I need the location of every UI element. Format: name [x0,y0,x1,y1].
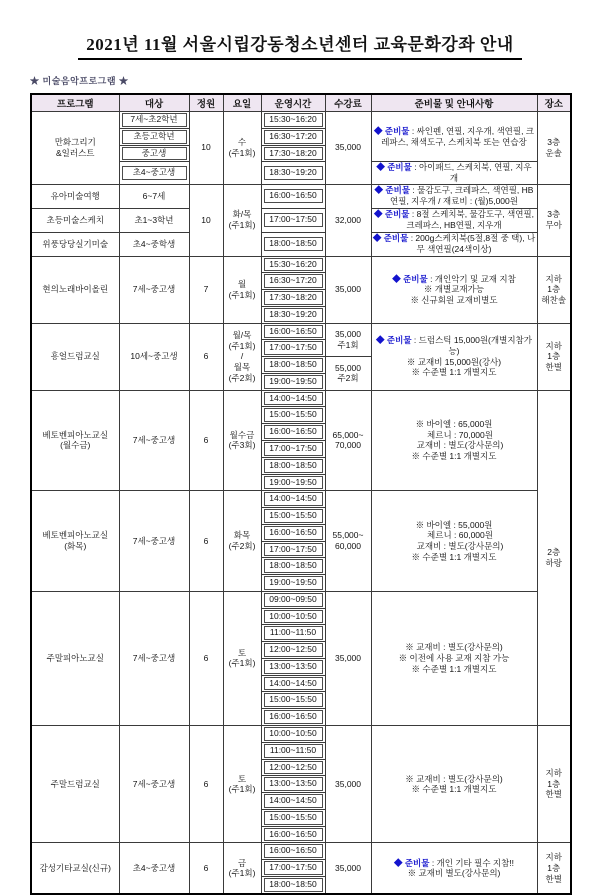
cell-target: 7세~초2학년 [119,112,189,129]
cell-time: 15:30~16:20 [261,112,325,129]
cell-target: 6~7세 [119,184,189,208]
cell-place: 지하 1층 한별 [537,843,571,894]
table-row [31,390,571,407]
header-notes: 준비물 및 안내사항 [371,94,537,112]
cell-program: 위풍당당실기미술 [31,232,119,256]
cell-time: 18:30~19:20 [261,306,325,323]
cell-time: 14:00~14:50 [261,491,325,508]
cell-program: 유아미술여행 [31,184,119,208]
cell-place: 지하 1층 한별 [537,323,571,390]
cell-target: 중고생 [119,145,189,162]
cell-notes: ※ 바이엘 : 55,000원 체르니 : 60,000원 교재비 : 별도(강사문의) ※ 수준별 1:1 개별지도 [371,491,537,592]
cell-fee: 32,000 [325,184,371,256]
cell-time: 15:00~15:50 [261,407,325,424]
cell-place: 지하 1층 한별 [537,725,571,842]
cell-time: 15:30~16:20 [261,256,325,273]
section-label: ★ 미술음악프로그램 ★ [30,76,129,86]
cell-program: 주말드럼교실 [31,725,119,842]
cell-time: 18:00~18:50 [261,232,325,256]
cell-day: 토 (주1회) [223,725,261,842]
header-day: 요일 [223,94,261,112]
table-row [31,491,571,508]
cell-time: 19:00~19:50 [261,474,325,491]
cell-place: 지하 1층 해찬솔 [537,256,571,323]
cell-time: 16:00~16:50 [261,184,325,208]
header-hours: 운영시간 [261,94,325,112]
cell-time: 10:00~10:50 [261,725,325,742]
cell-target: 초4~중학생 [119,232,189,256]
table-row [31,725,571,742]
cell-time: 18:00~18:50 [261,558,325,575]
cell-time: 17:00~17:50 [261,860,325,877]
cell-day: 화/목 (주1회) [223,184,261,256]
cell-capacity: 6 [189,491,223,592]
cell-day: 월수금 (주3회) [223,390,261,491]
cell-notes: ◆ 준비물 : 8절 스케치북, 물감도구, 색연필, 크레파스, HB연필, 지우개 [371,208,537,232]
cell-time: 16:00~16:50 [261,424,325,441]
cell-time: 16:00~16:50 [261,524,325,541]
cell-capacity: 6 [189,843,223,894]
prep-bullet-icon: ◆ [372,233,384,244]
cell-time: 16:00~16:50 [261,323,325,340]
cell-capacity: 6 [189,591,223,725]
cell-fee: 55,000 주2회 [325,357,371,391]
cell-time: 13:00~13:50 [261,776,325,793]
cell-target: 초4~중고생 [119,843,189,894]
cell-day: 화목 (주2회) [223,491,261,592]
cell-target: 초등고학년 [119,128,189,145]
prep-bullet-icon: ◆ [374,185,386,196]
cell-program: 베토벤피아노교실 (월수금) [31,390,119,491]
cell-time: 17:30~18:20 [261,290,325,307]
cell-notes: ◆ 준비물 : 개인 기타 필수 지참!! ※ 교재비 별도(강사문의) [371,843,537,894]
cell-notes: ◆ 준비물 : 싸인펜, 연필, 지우개, 색연필, 크레파스, 채색도구, 스케치북 또는 연습장 [371,112,537,162]
cell-time: 19:00~19:50 [261,575,325,592]
cell-time: 12:00~12:50 [261,759,325,776]
cell-capacity: 6 [189,725,223,842]
cell-program: 감성기타교실(신규) [31,843,119,894]
cell-time: 10:00~10:50 [261,608,325,625]
table-row [31,843,571,860]
cell-time: 16:00~16:50 [261,709,325,726]
cell-fee: 35,000 주1회 [325,323,371,357]
cell-place: 2층 하랑 [537,390,571,725]
cell-program: 현의노래바이올린 [31,256,119,323]
cell-target: 7세~중고생 [119,390,189,491]
cell-time: 15:00~15:50 [261,508,325,525]
table-row [31,208,571,232]
cell-day: 수 (주1회) [223,112,261,185]
cell-target: 7세~중고생 [119,725,189,842]
prep-bullet-icon: ◆ [376,162,388,173]
table-row [31,591,571,608]
prep-bullet-icon: ◆ [376,335,387,346]
cell-time: 19:00~19:50 [261,373,325,390]
cell-time: 17:00~17:50 [261,340,325,357]
cell-time: 12:00~12:50 [261,642,325,659]
cell-time: 13:00~13:50 [261,658,325,675]
cell-time: 16:00~16:50 [261,843,325,860]
cell-time: 14:00~14:50 [261,675,325,692]
cell-target: 7세~중고생 [119,591,189,725]
header-fee: 수강료 [325,94,371,112]
header-place: 장소 [537,94,571,112]
table-row [31,232,571,256]
cell-time: 16:30~17:20 [261,128,325,145]
page-title: 2021년 11월 서울시립강동청소년센터 교육문화강좌 안내 [78,30,521,60]
cell-time: 18:30~19:20 [261,162,325,184]
cell-time: 18:00~18:50 [261,457,325,474]
cell-program: 만화그리기 &일러스트 [31,112,119,185]
title-wrap [0,0,600,60]
cell-time: 14:00~14:50 [261,793,325,810]
cell-time: 17:30~18:20 [261,145,325,162]
cell-time: 16:30~17:20 [261,273,325,290]
cell-program: 주말피아노교실 [31,591,119,725]
cell-notes: ◆ 준비물 : 아이패드, 스케치북, 연필, 지우개 [371,162,537,184]
cell-target: 7세~중고생 [119,256,189,323]
cell-time: 17:00~17:50 [261,208,325,232]
schedule-table [30,93,572,895]
cell-time: 17:00~17:50 [261,440,325,457]
cell-capacity: 10 [189,112,223,185]
cell-day: 월/목 (주1회) / 월목 (주2회) [223,323,261,390]
cell-notes: ◆ 준비물 : 200g스케치북(5절,8절 중 택), 나무 색연필(24색이상) [372,233,536,255]
cell-fee: 35,000 [325,112,371,185]
cell-target: 초4~중고생 [119,162,189,184]
cell-fee: 35,000 [325,843,371,894]
table-row [31,184,571,208]
cell-place: 3층 운솔 [537,112,571,185]
cell-target: 10세~중고생 [119,323,189,390]
prep-bullet-icon: ◆ [373,209,385,220]
cell-fee: 35,000 [325,256,371,323]
prep-bullet-icon: ◆ [392,273,404,284]
cell-notes: ◆ 준비물 : 개인악기 및 교재 지참 ※ 개별교재가능 ※ 신규회원 교재비별도 [371,256,537,323]
cell-time: 18:00~18:50 [261,877,325,894]
cell-time: 15:00~15:50 [261,809,325,826]
cell-fee: 35,000 [325,725,371,842]
cell-program: 베토벤피아노교실 (화목) [31,491,119,592]
cell-target: 7세~중고생 [119,491,189,592]
cell-capacity: 7 [189,256,223,323]
cell-time: 16:00~16:50 [261,826,325,843]
cell-time: 15:00~15:50 [261,692,325,709]
cell-fee: 65,000~ 70,000 [325,390,371,491]
cell-notes: ※ 교재비 : 별도(강사문의) ※ 수준별 1:1 개별지도 [371,725,537,842]
cell-capacity: 6 [189,390,223,491]
cell-program: 흥얼드럼교실 [31,323,119,390]
cell-day: 월 (주1회) [223,256,261,323]
cell-place: 3층 무아 [537,184,571,256]
cell-notes: ※ 교재비 : 별도(강사문의) ※ 이전에 사용 교재 지참 가능 ※ 수준별 1:1 개별지도 [371,591,537,725]
cell-notes: ◆ 준비물 : 드럼스틱 15,000원(개별지참가능) ※ 교재비 15,000원(강사) ※ 수준별 1:1 개별지도 [371,323,537,390]
cell-time: 11:00~11:50 [261,625,325,642]
cell-program: 초등미술스케치 [31,208,119,232]
cell-time: 14:00~14:50 [261,390,325,407]
table-row [31,323,571,340]
cell-fee: 55,000~ 60,000 [325,491,371,592]
header-row [31,94,571,112]
cell-time: 11:00~11:50 [261,742,325,759]
cell-time: 18:00~18:50 [261,357,325,374]
cell-time: 17:00~17:50 [261,541,325,558]
table-row [31,256,571,273]
header-capacity: 정원 [189,94,223,112]
prep-bullet-icon: ◆ [393,857,405,868]
cell-fee: 35,000 [325,591,371,725]
header-target: 대상 [119,94,189,112]
cell-capacity: 10 [189,184,223,256]
table-row [31,112,571,129]
prep-bullet-icon: ◆ [373,126,385,137]
cell-day: 금 (주1회) [223,843,261,894]
cell-time: 09:00~09:50 [261,591,325,608]
cell-capacity: 6 [189,323,223,390]
cell-notes: ◆ 준비물 : 물감도구, 크레파스, 색연필, HB연필, 지우개 / 재료비 : (월)5,000원 [371,184,537,208]
cell-notes: ※ 바이엘 : 65,000원 체르니 : 70,000원 교재비 : 별도(강사문의) ※ 수준별 1:1 개별지도 [371,390,537,491]
cell-target: 초1~3학년 [119,208,189,232]
cell-day: 토 (주1회) [223,591,261,725]
header-program: 프로그램 [31,94,119,112]
